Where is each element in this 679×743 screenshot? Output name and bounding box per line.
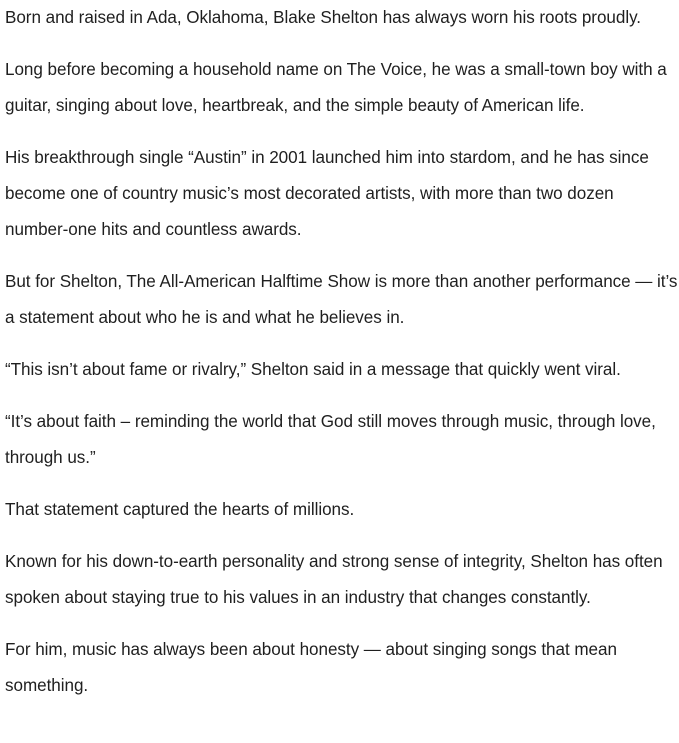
paragraph-quote-faith: “It’s about faith – reminding the world that God still moves through music, through love, through us.” [5, 412, 656, 467]
paragraph-austin-breakthrough: His breakthrough single “Austin” in 2001 launched him into stardom, and he has since become one of country music’s most decorated artists, with more than two dozen number-one hits and countless awards. [5, 148, 649, 239]
article-body [5, 0, 679, 720]
paragraph-integrity: Known for his down-to-earth personality and strong sense of integrity, Shelton has often spoken about staying true to his values in an industry that changes constantly. [5, 552, 663, 607]
paragraph-the-voice: Long before becoming a household name on The Voice, he was a small-town boy with a guitar, singing about love, heartbreak, and the simple beauty of American life. [5, 60, 667, 115]
paragraph-halftime-show: But for Shelton, The All-American Halftime Show is more than another performance — it’s a statement about who he is and what he believes in. [5, 272, 678, 327]
paragraph-honesty: For him, music has always been about honesty — about singing songs that mean something. [5, 640, 617, 695]
paragraph-roots: Born and raised in Ada, Oklahoma, Blake Shelton has always worn his roots proudly. [5, 8, 641, 27]
paragraph-quote-fame: “This isn’t about fame or rivalry,” Shelton said in a message that quickly went viral. [5, 360, 621, 379]
paragraph-millions: That statement captured the hearts of millions. [5, 500, 355, 519]
